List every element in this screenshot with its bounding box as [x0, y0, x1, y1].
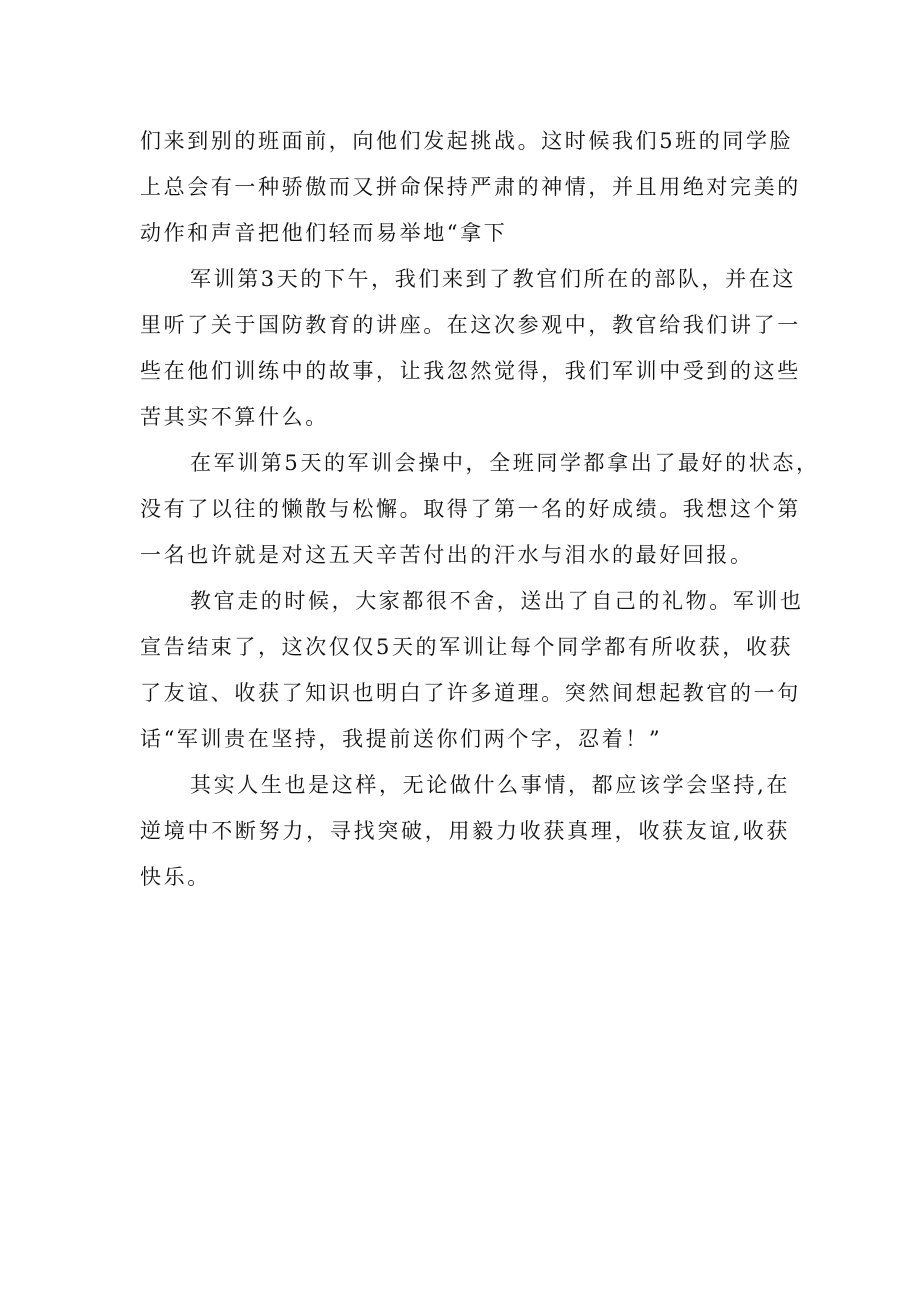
text-line: 在军训第5天的军训会操中，全班同学都拿出了最好的状态，	[190, 451, 820, 475]
paragraph-2	[140, 256, 801, 440]
paragraph-1	[140, 118, 801, 256]
text-line: 话“军训贵在坚持，我提前送你们两个字，忍着！”	[140, 727, 663, 751]
document-body	[140, 118, 820, 900]
text-line: 军训第3天的下午，我们来到了教官们所在的部队，并在这	[190, 267, 796, 291]
text-line: 上总会有一种骄傲而又拼命保持严肃的神情，并且用绝对完美的	[140, 175, 801, 199]
text-line: 动作和声音把他们轻而易举地“拿下	[140, 221, 508, 245]
text-line: 一名也许就是对这五天辛苦付出的汗水与泪水的最好回报。	[140, 543, 754, 567]
text-line: 其实人生也是这样，无论做什么事情，都应该学会坚持,在	[190, 773, 790, 797]
paragraph-3	[140, 440, 820, 578]
text-line: 些在他们训练中的故事，让我忽然觉得，我们军训中受到的这些	[140, 359, 801, 383]
text-line: 没有了以往的懒散与松懈。取得了第一名的好成绩。我想这个第	[140, 497, 801, 521]
text-line: 教官走的时候，大家都很不舍，送出了自己的礼物。军训也	[190, 589, 804, 613]
paragraph-5	[140, 762, 790, 900]
text-line: 了友谊、收获了知识也明白了许多道理。突然间想起教官的一句	[140, 681, 801, 705]
text-line: 们来到别的班面前，向他们发起挑战。这时候我们5班的同学脸	[140, 129, 794, 153]
text-line: 快乐。	[140, 865, 211, 889]
text-line: 里听了关于国防教育的讲座。在这次参观中，教官给我们讲了一	[140, 313, 801, 337]
text-line: 宣告结束了，这次仅仅5天的军训让每个同学都有所收获，收获	[140, 635, 794, 659]
text-line: 苦其实不算什么。	[140, 405, 329, 429]
paragraph-4	[140, 578, 804, 762]
text-line: 逆境中不断努力，寻找突破，用毅力收获真理，收获友谊,收获	[140, 819, 790, 843]
